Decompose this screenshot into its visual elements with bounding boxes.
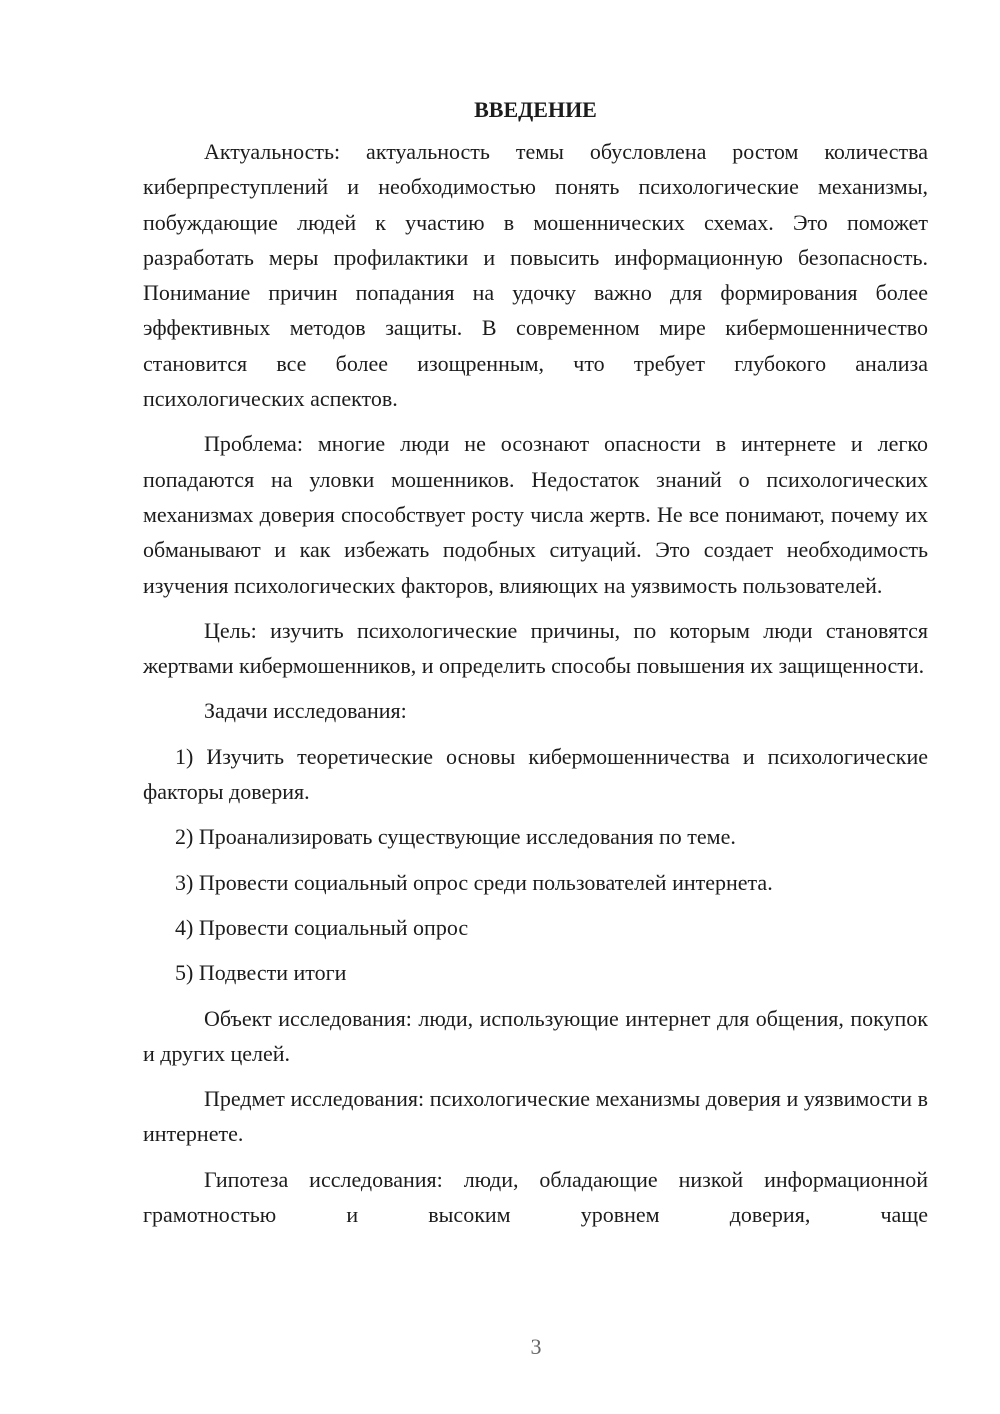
problem-paragraph: Проблема: многие люди не осознают опасности в интернете и легко попадаются на уловки мошенников. Недостаток знаний о психологических механизмах доверия способствует росту числа жертв. Не все понимают, почему их обманывают и как избежать подобных ситуаций. Это создает необходимость изучения психологических факторов, влияющих на уязвимость пользователей. <box>143 431 928 598</box>
goal-paragraph: Цель: изучить психологические причины, по которым люди становятся жертвами кибермошенников, и определить способы повышения их защищенности. <box>143 617 928 679</box>
hypothesis-paragraph: Гипотеза исследования: люди, обладающие низкой информационной грамотностью и высоким уровнем доверия, чаще <box>143 1166 928 1228</box>
task-item-4: 4) Провести социальный опрос <box>175 914 469 940</box>
tasks-heading: Задачи исследования: <box>204 698 407 724</box>
relevance-paragraph: Актуальность: актуальность темы обусловлена ростом количества киберпреступлений и необходимостью понять психологические механизмы, побуждающие людей к участию в мошеннических схемах. Это поможет разработать меры профилактики и повысить информационную безопасность. Понимание причин попадания на удочку важно для формирования более эффективных методов защиты. В современном мире кибермошенничество становится все более изощренным, что требует глубокого анализа психологических аспектов. <box>143 139 928 412</box>
task-item-2: 2) Проанализировать существующие исследования по теме. <box>175 824 736 850</box>
page-content <box>143 92 928 1232</box>
subject-paragraph: Предмет исследования: психологические механизмы доверия и уязвимости в интернете. <box>143 1086 928 1147</box>
object-paragraph: Объект исследования: люди, использующие интернет для общения, покупок и других целей. <box>143 1005 928 1066</box>
task-item-1: 1) Изучить теоретические основы кибермошенничества и психологические факторы доверия. <box>143 743 928 805</box>
page-number: 3 <box>530 1334 542 1359</box>
section-title: ВВЕДЕНИЕ <box>474 97 597 122</box>
task-item-5: 5) Подвести итоги <box>175 960 347 986</box>
task-item-3: 3) Провести социальный опрос среди пользователей интернета. <box>175 869 773 895</box>
